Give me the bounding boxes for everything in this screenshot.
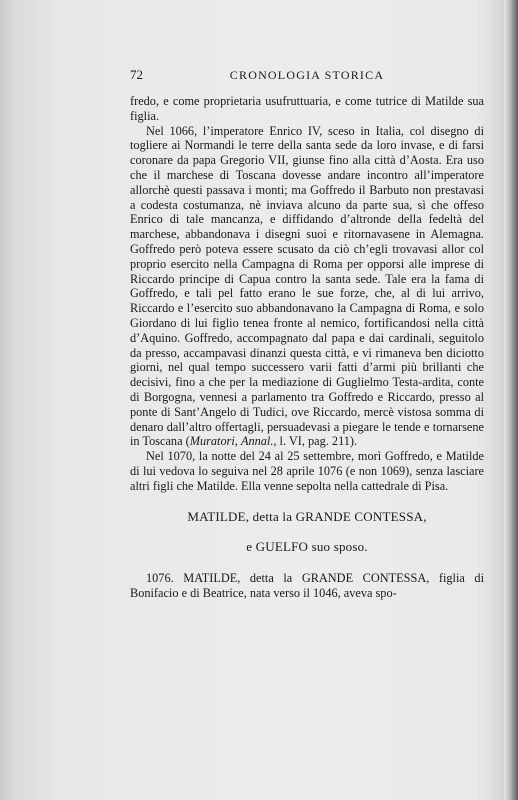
citation-author: Muratori, (189, 434, 238, 449)
page-number: 72 (130, 67, 143, 82)
paragraph-1066 (130, 124, 484, 450)
paragraph-continuation: fredo, e come proprietaria usufruttuaria, e come tutrice di Matilde sua figlia. (130, 94, 484, 123)
header-title: CRONOLOGIA STORICA (229, 68, 385, 82)
section-title: MATILDE, detta la GRANDE CONTESSA, (187, 508, 427, 524)
citation-work: Annal. (240, 434, 274, 449)
paragraph-1070: Nel 1070, la notte del 24 al 25 settembre, morì Goffredo, e Matilde di lui vedova lo seguiva nel 28 aprile 1076 (e non 1069), senza lasciare altri figli che Matilde. Ella venne sepolta nella cattedrale di Pisa. (130, 449, 484, 493)
section-subtitle: e GUELFO suo sposo. (246, 539, 368, 555)
paragraph-1066-body: Nel 1066, l’imperatore Enrico IV, sceso in Italia, col disegno di togliere ai Normandi le terre della santa sede da loro invase, e di farsi coronare da papa Gregorio VII, giunse fino alla città d’Aosta. Era uso che il marchese di Toscana dovesse andare incontro all’imperatore allorchè questi passava i monti; ma Goffredo il Barbuto non prestavasi a codesta costumanza, nè inviava alcuno da parte sua, sì che offeso Enrico di tale mancanza, e diffidando d’altronde della fedeltà del marchese, abbandonava i disegni suoi e ritornavasene in Alemagna. Goffredo però poteva essere scusato da ciò ch’egli trovavasi allor col proprio esercito nella Campagna di Roma per opporsi alle imprese di Riccardo principe di Capua contro la santa sede. Tale era la fama di Goffredo, e tali pel fatto erano le sue forze, che, al di lui arrivo, Riccardo e l’esercito suo abbandonavano la Campagna di Roma, e solo Giordano di lui figlio tenea fronte al nemico, fortificandosi nella città d’Aquino. Goffredo, accompagnato dal papa e dai cardinali, seguitolo da presso, accampavasi dinanzi questa città, e vi rimaneva ben diciotto giorni, nel qual tempo successero varii fatti d’armi più brillanti che decisivi, fino a che per la mediazione di Guglielmo Testa-ardita, conte di Borgogna, vennesi a parlamento tra Goffredo e Riccardo, presso al ponte di Sant’Angelo di Tudici, ove Riccardo, mercè vistosa somma di denaro dall’altro offertagli, persuadevasi a piegare le tende e tornarsene in Toscana ( (130, 123, 484, 449)
running-head (130, 68, 484, 90)
citation-ref: , l. VI, pag. 211). (273, 434, 358, 449)
page-edge-shadow (504, 0, 518, 800)
page-text-block (130, 68, 484, 601)
paragraph-1076: 1076. MATILDE, detta la GRANDE CONTESSA, figlia di Bonifacio e di Beatrice, nata verso il 1046, aveva spo- (130, 571, 484, 600)
